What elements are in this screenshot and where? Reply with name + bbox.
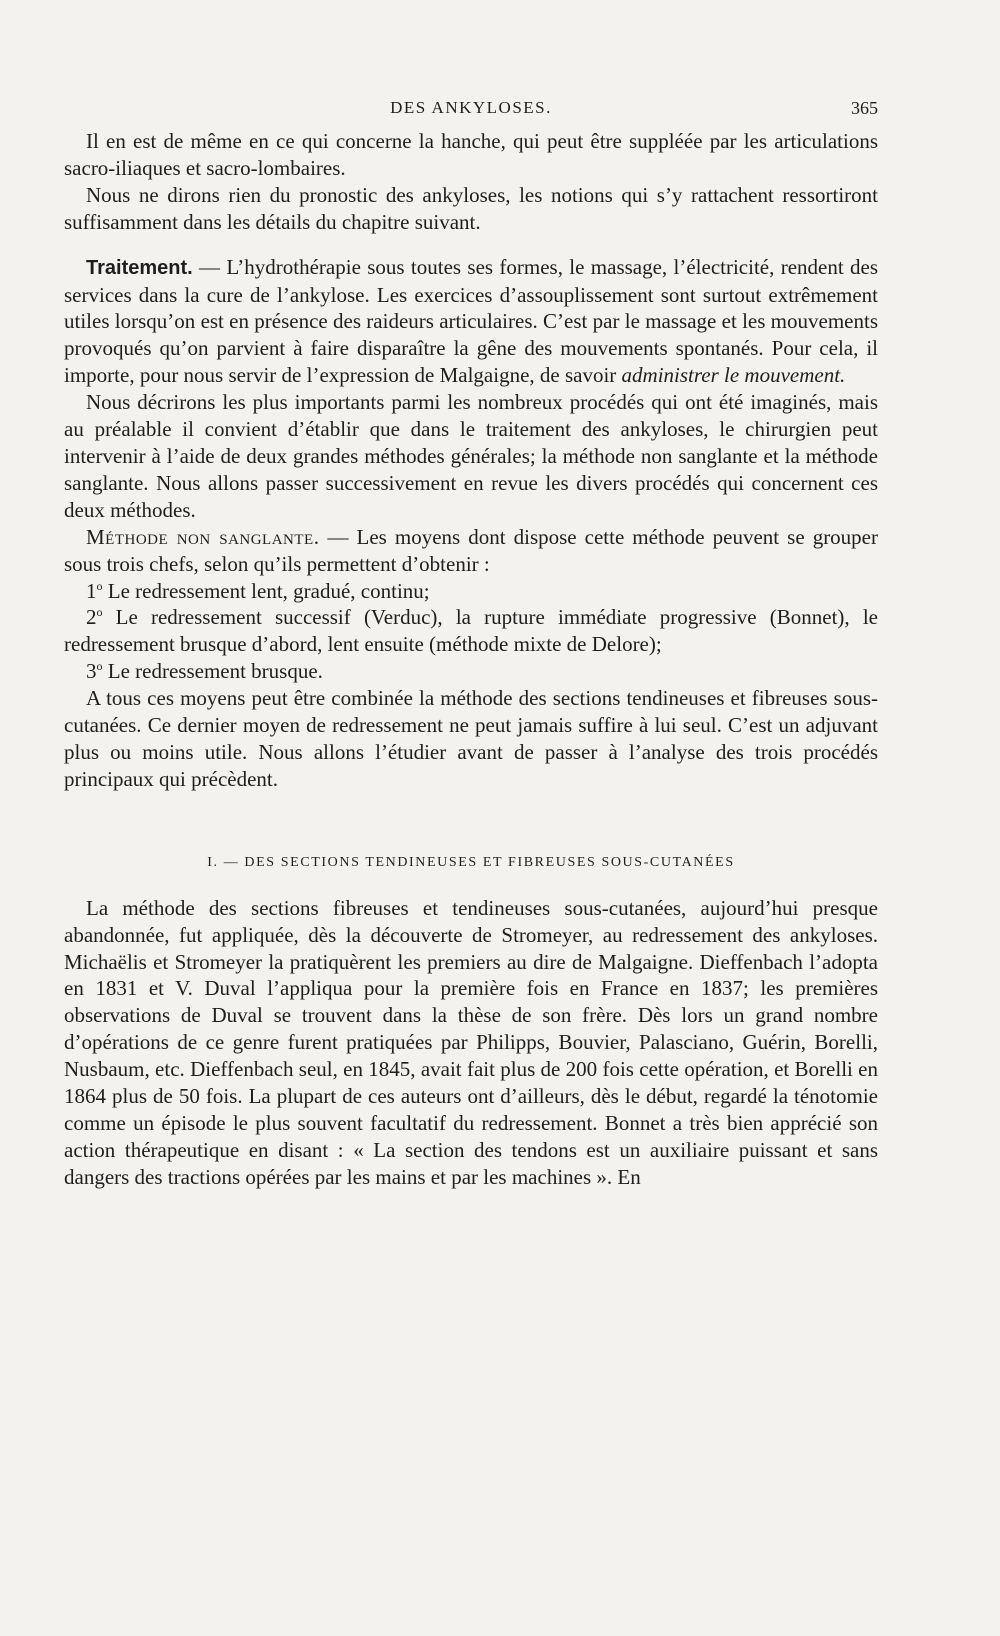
body-text [64, 128, 878, 1191]
paragraph-hanche: Il en est de même en ce qui concerne la hanche, qui peut être suppléée par les articulations sacro-iliaques et sacro-lombaires. [64, 129, 878, 180]
list-item-2: 2$^o$ Le redressement successif (Verduc), la rupture immédiate progressive (Bonnet), le redressement brusque d’abord, lent ensuite (méthode mixte de Delore); [64, 605, 878, 657]
traitement-text: — L’hydrothérapie sous toutes ses formes, le massage, l’électricité, rendent des services dans la cure de l’ankylose. Les exercices d’assouplissement sont surtout extrêmement utiles lorsqu’on est en présence des raideurs articulaires. C’est par le massage et les mouvements provoqués qu’on parvient à faire disparaître la gêne des mouvements spontanés. Pour cela, il importe, pour nous servir de l’expression de Malgaigne, de savoir [64, 254, 878, 388]
traitement-heading: Traitement. [86, 256, 193, 279]
list-item-1: 1$^o$ Le redressement lent, gradué, continu; [86, 578, 430, 603]
paragraph-procedes: Nous décrirons les plus importants parmi les nombreux procédés qui ont été imaginés, mais au préalable il convient d’établir que dans le traitement des ankyloses, le chirurgien peut intervenir à l’aide de deux grandes méthodes générales; la méthode non sanglante et la méthode sanglante. Nous allons passer successivement en revue les divers procédés qui concernent ces deux méthodes. [64, 390, 878, 522]
running-title: DES ANKYLOSES. [390, 98, 552, 117]
section-heading: I. — DES SECTIONS TENDINEUSES ET FIBREUSES SOUS-CUTANÉES [207, 854, 735, 870]
paragraph-pronostic: Nous ne dirons rien du pronostic des ankyloses, les notions qui s’y rattachent ressortiront suffisamment dans les détails du chapitre suivant. [64, 182, 878, 234]
list-item-3: 3$^o$ Le redressement brusque. [86, 659, 323, 684]
traitement-italic: administrer le mouvement. [621, 363, 846, 388]
page-number: 365 [851, 98, 878, 118]
paragraph-traitement [64, 254, 878, 390]
paragraph-sections-historique: La méthode des sections fibreuses et tendineuses sous-cutanées, aujourd’hui presque abandonnée, fut appliquée, dès la découverte de Stromeyer, au redressement des ankyloses. Michaëlis et Stromeyer la pratiquèrent les premiers au dire de Malgaigne. Dieffenbach l’adopta en 1831 et V. Duval l’appliqua pour la première fois en France en 1837; les premières observations de Duval se trouvent dans la thèse de son frère. Dès lors un grand nombre d’opérations de ce genre furent pratiquées par Philipps, Bouvier, Palasciano, Guérin, Borelli, Nusbaum, etc. Dieffenbach seul, en 1845, avait fait plus de 200 fois cette opération, et Borelli en 1864 plus de 50 fois. La plupart de ces auteurs ont d’ailleurs, dès le début, regardé la ténotomie comme un épisode le plus souvent facultatif du redressement. Bonnet a très bien apprécié son action thérapeutique en disant : « La section des tendons est un auxiliaire puissant et sans dangers des tractions opérées par les mains et par les machines ». En [64, 895, 878, 1189]
methode-text: — Les moyens dont dispose cette méthode peuvent se grouper sous trois chefs, selon qu’ils permettent d’obtenir : [64, 524, 878, 576]
running-header [64, 98, 878, 122]
paragraph-methode-non-sanglante [64, 524, 878, 578]
methode-heading: Méthode non sanglante. [86, 524, 320, 549]
paragraph-sections-combinee: A tous ces moyens peut être combinée la méthode des sections tendineuses et fibreuses sous-cutanées. Ce dernier moyen de redressement ne peut jamais suffire à lui seul. C’est un adjuvant plus ou moins utile. Nous allons l’étudier avant de passer à l’analyse des trois procédés principaux qui précèdent. [64, 686, 878, 791]
